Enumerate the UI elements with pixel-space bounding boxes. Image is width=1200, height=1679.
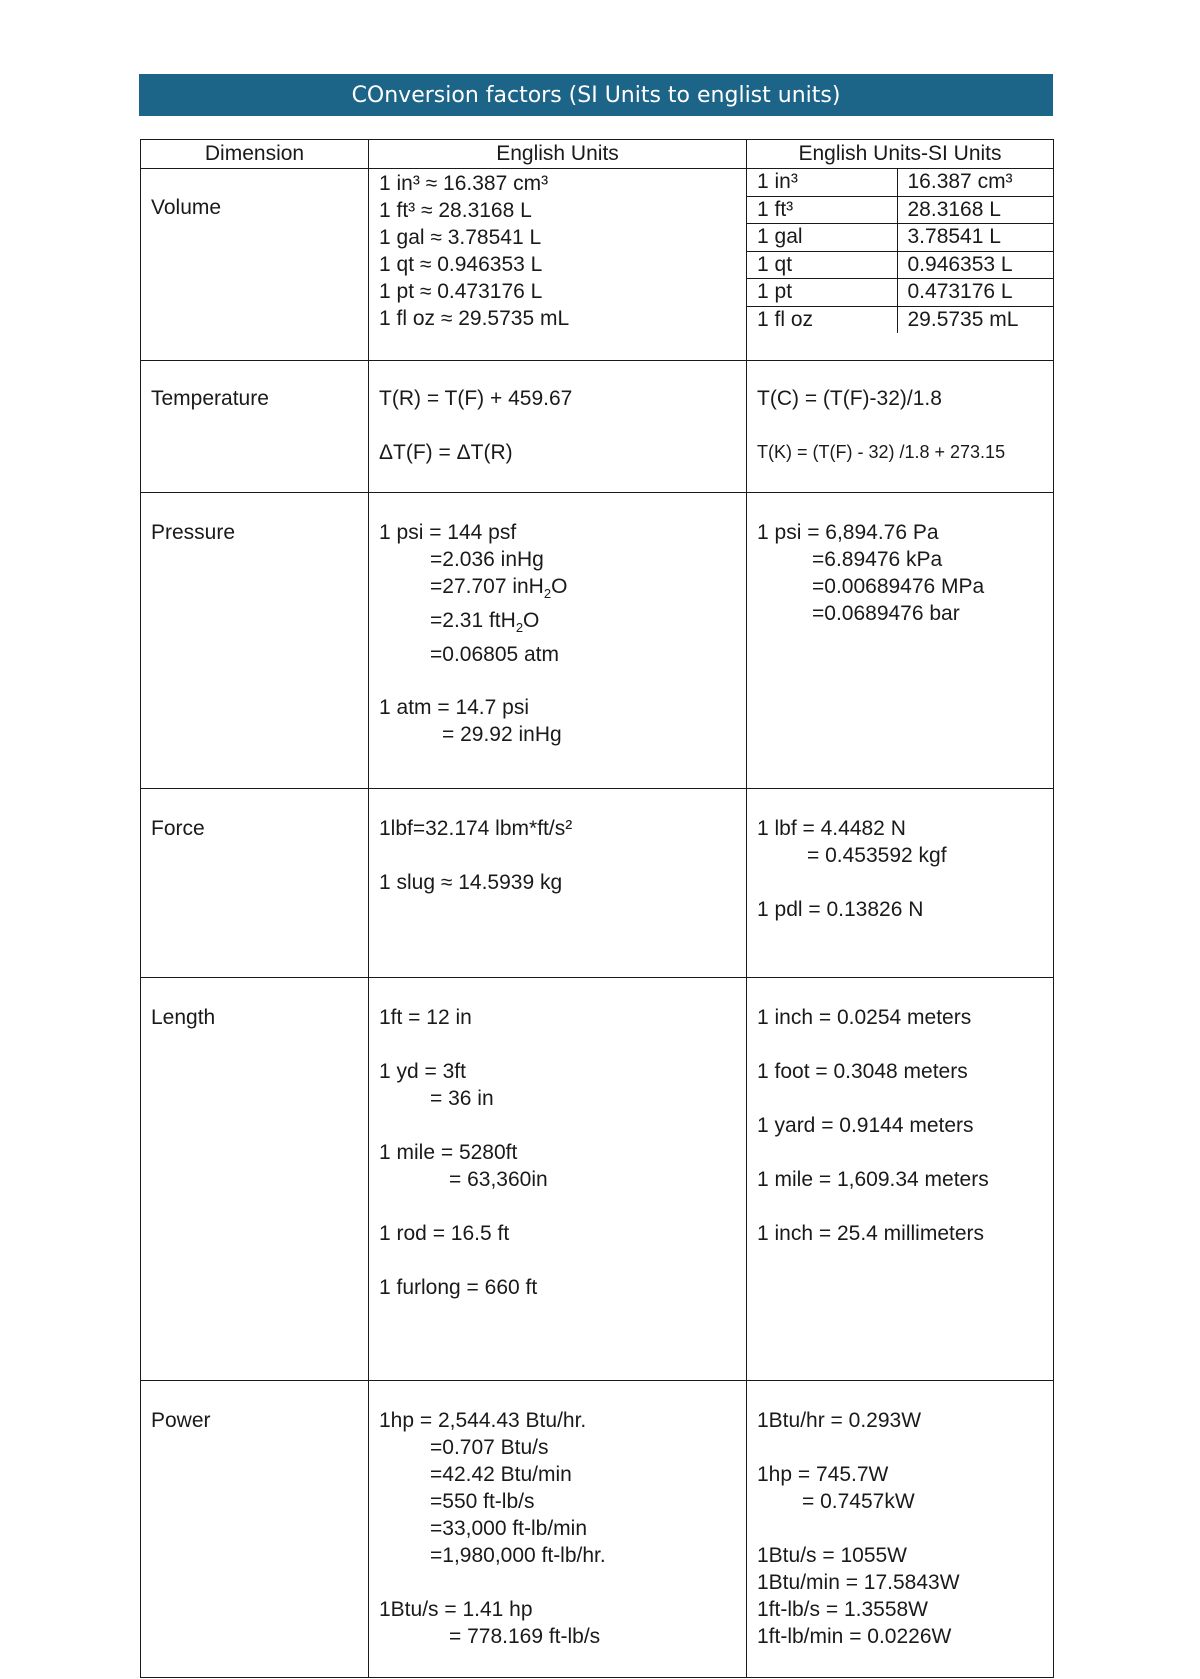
si-value: 16.387 cm³: [897, 169, 1053, 196]
temperature-si: [747, 361, 1054, 493]
power-si-line: = 0.7457kW: [802, 1490, 915, 1513]
power-english-line: 1hp = 2,544.43 Btu/hr.: [379, 1409, 587, 1432]
dimension-volume: [141, 169, 369, 361]
dimension-label: Power: [151, 1409, 211, 1432]
length-english-line: 1 mile = 5280ft: [379, 1141, 518, 1164]
table-row-force: [141, 789, 1054, 978]
pressure-english-line: = 29.92 inHg: [442, 723, 562, 747]
length-english-line: 1ft = 12 in: [379, 1006, 472, 1029]
pressure-english-line: 1 psi = 144 psf: [379, 521, 517, 544]
pressure-subscript: 2: [543, 586, 552, 602]
table-row-volume: [141, 169, 1054, 361]
pressure-si-line: =0.00689476 MPa: [812, 575, 985, 598]
table-row-pressure: [141, 493, 1054, 789]
pressure-si-line: 1 psi = 6,894.76 Pa: [757, 521, 939, 544]
volume-english-line: 1 qt ≈ 0.946353 L: [379, 253, 543, 276]
si-unit: 1 pt: [747, 279, 897, 307]
volume-english-line: 1 gal ≈ 3.78541 L: [379, 226, 542, 249]
power-si-line: 1Btu/min = 17.5843W: [757, 1571, 960, 1594]
pressure-si: [747, 493, 1054, 789]
power-english-line: 1Btu/s = 1.41 hp: [379, 1598, 533, 1621]
length-english-line: 1 furlong = 660 ft: [379, 1276, 538, 1299]
table-row-temperature: [141, 361, 1054, 493]
length-si-line: 1 yard = 0.9144 meters: [757, 1114, 974, 1137]
length-si-line: 1 inch = 25.4 millimeters: [757, 1222, 985, 1245]
conversion-table: [140, 139, 1054, 1678]
length-si-line: 1 foot = 0.3048 meters: [757, 1060, 968, 1083]
volume-si: [747, 169, 1054, 361]
table-row: [747, 224, 1053, 252]
dimension-label: Temperature: [151, 387, 269, 410]
table-row: [747, 306, 1053, 333]
length-english-line: = 63,360in: [449, 1168, 548, 1191]
pressure-inh2o-suffix: O: [551, 575, 568, 598]
pressure-english: [369, 493, 747, 789]
pressure-inh2o-text: =27.707 inH: [430, 575, 544, 598]
force-english-line: 1lbf=32.174 lbm*ft/s²: [379, 817, 573, 840]
pressure-english-line: [379, 607, 746, 641]
power-english-line: =1,980,000 ft-lb/hr.: [430, 1544, 606, 1567]
power-english-line: =33,000 ft-lb/min: [430, 1517, 588, 1540]
temperature-english-line: T(R) = T(F) + 459.67: [379, 387, 573, 410]
si-unit: 1 qt: [747, 251, 897, 279]
table-row-power: [141, 1381, 1054, 1678]
dimension-label: Pressure: [151, 521, 236, 544]
si-unit: 1 gal: [747, 224, 897, 252]
pressure-subscript: 2: [515, 620, 524, 636]
volume-si-table: [747, 169, 1053, 333]
pressure-english-line: =0.06805 atm: [430, 643, 560, 667]
dimension-power: [141, 1381, 369, 1678]
si-unit: 1 in³: [747, 169, 897, 196]
temperature-si-line: T(C) = (T(F)-32)/1.8: [757, 387, 942, 410]
si-unit: 1 ft³: [747, 196, 897, 224]
temperature-si-line: T(K) = (T(F) - 32) /1.8 + 273.15: [757, 442, 1006, 462]
force-english: [369, 789, 747, 978]
volume-english-line: 1 fl oz ≈ 29.5735 mL: [379, 307, 570, 330]
power-english-line: = 778.169 ft-lb/s: [449, 1625, 601, 1648]
si-value: 0.946353 L: [897, 251, 1053, 279]
pressure-si-line: =0.0689476 bar: [812, 602, 960, 625]
pressure-si-line: =6.89476 kPa: [812, 548, 943, 571]
table-row: [747, 251, 1053, 279]
dimension-length: [141, 978, 369, 1381]
power-si-line: 1ft-lb/min = 0.0226W: [757, 1625, 952, 1648]
dimension-force: [141, 789, 369, 978]
dimension-label: Force: [151, 817, 205, 840]
header-english-si-units: English Units-SI Units: [747, 140, 1054, 169]
temperature-english: [369, 361, 747, 493]
si-value: 3.78541 L: [897, 224, 1053, 252]
dimension-temperature: [141, 361, 369, 493]
page-title: COnversion factors (SI Units to englist units): [351, 82, 841, 108]
power-english-line: =0.707 Btu/s: [430, 1436, 549, 1459]
si-value: 29.5735 mL: [907, 307, 1019, 331]
length-si-line: 1 mile = 1,609.34 meters: [757, 1168, 989, 1191]
power-si-line: 1hp = 745.7W: [757, 1463, 889, 1486]
volume-english-line: 1 in³ ≈ 16.387 cm³: [379, 172, 549, 195]
table-row: [747, 279, 1053, 307]
page-title-banner: [139, 74, 1053, 116]
si-unit: 1 fl oz: [747, 306, 897, 333]
force-si-line: 1 pdl = 0.13826 N: [757, 898, 924, 921]
length-si: [747, 978, 1054, 1381]
pressure-english-line: =2.036 inHg: [430, 548, 544, 571]
header-english-units: English Units: [369, 140, 747, 169]
volume-english-line: 1 pt ≈ 0.473176 L: [379, 280, 543, 303]
table-header-row: [141, 140, 1054, 169]
length-english-line: 1 yd = 3ft: [379, 1060, 466, 1083]
length-si-line: 1 inch = 0.0254 meters: [757, 1006, 972, 1029]
volume-english-line: 1 ft³ ≈ 28.3168 L: [379, 199, 532, 222]
power-english: [369, 1381, 747, 1678]
temperature-english-line: ΔT(F) = ΔT(R): [379, 441, 513, 464]
pressure-fth2o-text: =2.31 ftH: [430, 609, 516, 633]
power-si-line: 1Btu/hr = 0.293W: [757, 1409, 922, 1432]
pressure-fth2o-suffix: O: [523, 609, 540, 633]
header-dimension: Dimension: [141, 140, 369, 169]
pressure-english-line: 1 atm = 14.7 psi: [379, 696, 530, 720]
force-english-line: 1 slug ≈ 14.5939 kg: [379, 871, 563, 894]
table-row: [747, 196, 1053, 224]
volume-english: [369, 169, 747, 361]
power-si-line: 1Btu/s = 1055W: [757, 1544, 908, 1567]
force-si-line: = 0.453592 kgf: [807, 844, 947, 867]
power-si-line: 1ft-lb/s = 1.3558W: [757, 1598, 929, 1621]
dimension-label: Volume: [151, 196, 222, 219]
si-value: 0.473176 L: [897, 279, 1053, 307]
length-english-line: 1 rod = 16.5 ft: [379, 1222, 510, 1245]
power-english-line: =550 ft-lb/s: [430, 1490, 535, 1513]
si-value: 28.3168 L: [897, 196, 1053, 224]
force-si-line: 1 lbf = 4.4482 N: [757, 817, 906, 840]
force-si: [747, 789, 1054, 978]
power-si: [747, 1381, 1054, 1678]
power-english-line: =42.42 Btu/min: [430, 1463, 572, 1486]
length-english: [369, 978, 747, 1381]
pressure-english-line: [379, 573, 746, 607]
dimension-pressure: [141, 493, 369, 789]
dimension-label: Length: [151, 1006, 216, 1029]
table-row: [747, 169, 1053, 196]
length-english-line: = 36 in: [430, 1087, 494, 1110]
table-row-length: [141, 978, 1054, 1381]
